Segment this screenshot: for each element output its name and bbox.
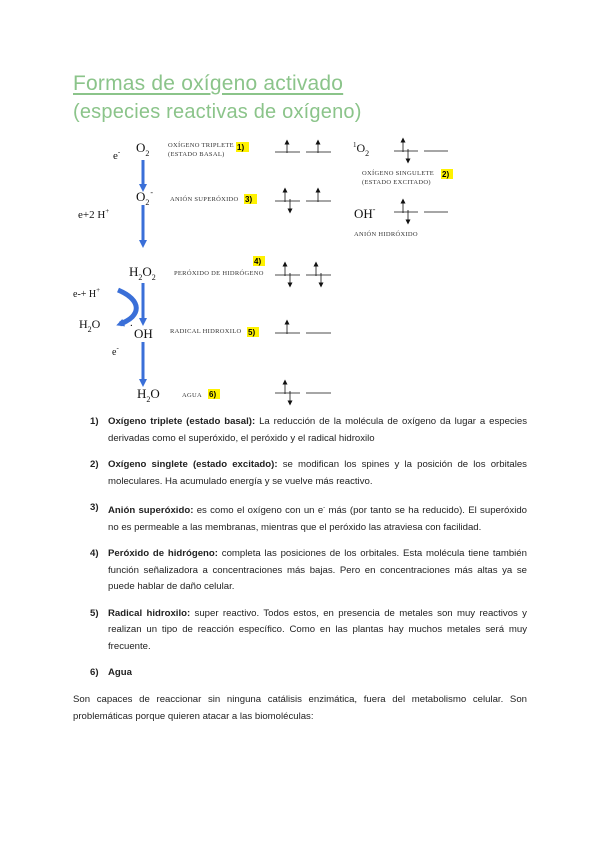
label-singlet-2: (ESTADO EXCITADO) <box>362 179 431 186</box>
svg-text:6): 6) <box>209 390 217 399</box>
singlet-formula: O <box>356 141 366 155</box>
label-hydroxide: ANIÓN HIDRÓXIDO <box>354 231 418 238</box>
orbitals-hydroxyl <box>275 322 331 334</box>
svg-text:5): 5) <box>248 328 256 337</box>
svg-text:2): 2) <box>442 170 450 179</box>
water-formula-1: H <box>79 317 88 331</box>
svg-text:3): 3) <box>245 195 253 204</box>
svg-text:e-+ H+: e-+ H+ <box>73 286 101 300</box>
svg-text:OH-: OH- <box>354 205 376 221</box>
electron-label: e <box>113 150 118 162</box>
hydroxide-formula: OH <box>354 206 373 221</box>
svg-text:H2O: $H_2O$ <box>79 317 101 334</box>
badge-3 <box>244 194 257 204</box>
svg-text:e+2 H+: e+2 H+ <box>78 207 110 221</box>
badge-5 <box>247 327 259 337</box>
label-peroxide: PERÓXIDO DE HIDRÓGENO <box>174 270 264 277</box>
species-list <box>90 414 527 692</box>
page-subtitle: (especies reactivas de oxígeno) <box>73 101 362 123</box>
label-water: AGUA <box>182 392 202 399</box>
orbitals-triplet <box>275 142 331 153</box>
electron-label-2: e <box>112 347 117 358</box>
page-title: Formas de oxígeno activado <box>73 72 344 95</box>
label-triplet-2: (ESTADO BASAL) <box>168 151 225 158</box>
badge-4 <box>253 256 265 266</box>
orbitals-hydroxide <box>394 201 448 222</box>
list-item: 6) Agua <box>90 667 132 679</box>
svg-text:4): 4) <box>254 257 262 266</box>
list-item: 2) Oxígeno singlete (estado excitado): se modifican los spines y la posición de los orbitales moleculares. Ha acumulado energía y se vuelve más reactivo. <box>90 459 527 487</box>
list-item: 4) Peróxido de hidrógeno: completa las posiciones de los orbitales. Esta molécula tiene también función señalizadora a concentraciones más bajas. Pero en concentraciones más altas ya se puede hablar de daño celular. <box>90 548 527 593</box>
e-plus-h-label: e-+ H <box>73 289 97 300</box>
list-item: 5) Radical hidroxilo: super reactivo. Todos estos, en presencia de metales son muy reactivos y realizan un tipo de reacción específico. Como en las plantas hay muchos metales será muy frecuente. <box>90 607 527 652</box>
label-triplet-1: OXÍGENO TRIPLETE <box>168 142 234 149</box>
reactive-oxygen-diagram <box>0 0 600 410</box>
badge-1 <box>236 142 249 152</box>
o2-label: O <box>136 140 146 155</box>
badge-6 <box>208 389 220 399</box>
svg-text:H2O: $H_2O$ <box>137 386 160 404</box>
singlet-sup: 1 <box>353 141 357 149</box>
closing-paragraph: Son capaces de reaccionar sin ninguna catálisis enzimática, fuera del metabolismo celular. Son problemáticas porque quieren atacar a las biomoléculas: <box>73 694 527 722</box>
svg-text:e-: e- <box>112 344 119 358</box>
svg-text:O2-: $O_2^-$ <box>136 188 154 207</box>
svg-text:O2: $O_2$ <box>136 140 150 158</box>
superoxide-formula: O <box>136 189 146 204</box>
curved-arrow <box>118 290 136 324</box>
list-item: 3) Anión superóxido: es como el oxígeno con un e- más (por tanto se ha reducido). El superóxido no es permeable a las membranas, mientras que el peróxido las atraviesa con facilidad. <box>90 502 527 533</box>
orbitals-superoxide <box>275 190 331 211</box>
svg-text:1O2: $^1O_2$ <box>353 141 370 158</box>
orbitals-water <box>275 382 331 403</box>
list-item: 1) Oxígeno triplete (estado basal): La reducción de la molécula de oxígeno da lugar a especies derivadas como el superóxido, el peróxido y el radical hidroxilo <box>90 416 527 444</box>
h2o2-formula: H <box>129 264 139 279</box>
water-formula-2: H <box>137 386 147 401</box>
orbitals-singlet <box>394 140 448 161</box>
hydroxyl-formula: OH <box>134 326 153 341</box>
label-superoxide: ANIÓN SUPERÓXIDO <box>170 196 239 203</box>
svg-text:1): 1) <box>237 143 245 152</box>
oh-dot: . <box>130 317 133 329</box>
label-hydroxyl: RADICAL HIDROXILO <box>170 328 242 335</box>
e-plus-2h-label: e+2 H <box>78 209 106 221</box>
label-singlet-1: OXÍGENO SINGULETE <box>362 170 435 177</box>
svg-text:e-: e- <box>113 148 121 162</box>
orbitals-peroxide <box>275 264 331 285</box>
badge-2 <box>441 169 453 179</box>
svg-text:H2O2: $H_2O_2$ <box>129 264 156 282</box>
